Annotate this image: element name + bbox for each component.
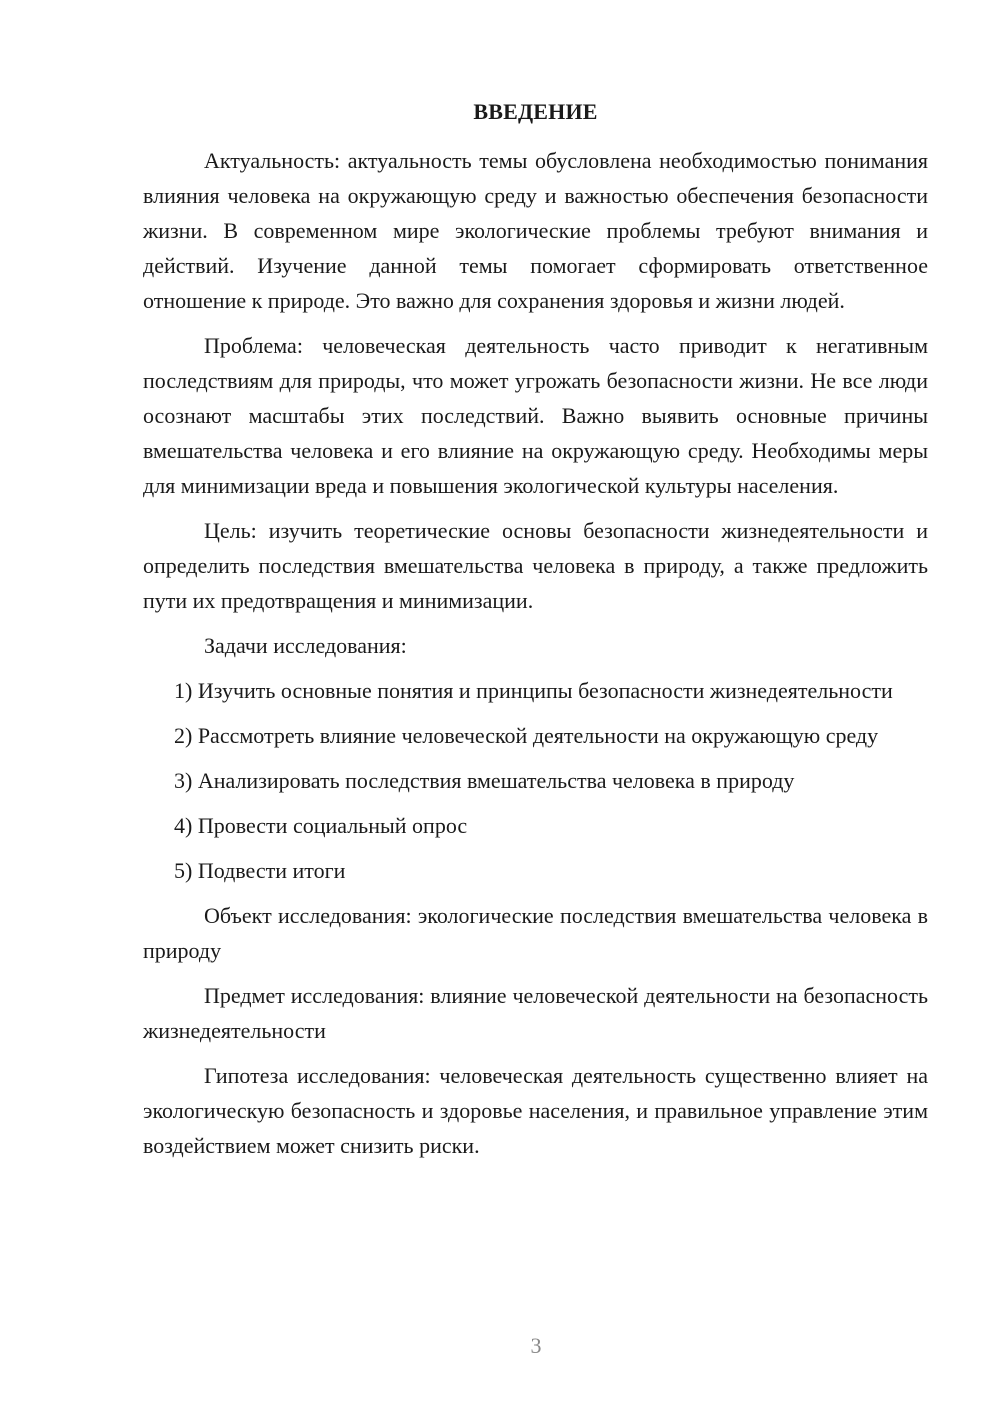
tasks-heading: Задачи исследования:	[204, 633, 407, 658]
document-page	[143, 94, 928, 1173]
goal-paragraph: Цель: изучить теоретические основы безопасности жизнедеятельности и определить последствия вмешательства человека в природу, а также предложить пути их предотвращения и минимизации.	[143, 518, 928, 613]
relevance-paragraph: Актуальность: актуальность темы обусловлена необходимостью понимания влияния человека на окружающую среду и важностью обеспечения безопасности жизни. В современном мире экологические проблемы требуют внимания и действий. Изучение данной темы помогает сформировать ответственное отношение к природе. Это важно для сохранения здоровья и жизни людей.	[143, 148, 928, 313]
object-paragraph: Объект исследования: экологические последствия вмешательства человека в природу	[143, 903, 928, 963]
page-number: 3	[530, 1333, 542, 1358]
subject-paragraph: Предмет исследования: влияние человеческой деятельности на безопасность жизнедеятельности	[143, 983, 928, 1043]
task-item: 1) Изучить основные понятия и принципы безопасности жизнедеятельности	[174, 678, 893, 703]
task-item: 2) Рассмотреть влияние человеческой деятельности на окружающую среду	[174, 723, 879, 748]
hypothesis-paragraph: Гипотеза исследования: человеческая деятельность существенно влияет на экологическую безопасность и здоровье населения, и правильное управление этим воздействием может снизить риски.	[143, 1063, 928, 1158]
task-item: 4) Провести социальный опрос	[174, 813, 468, 838]
section-title: ВВЕДЕНИЕ	[473, 99, 598, 124]
task-item: 3) Анализировать последствия вмешательства человека в природу	[174, 768, 795, 793]
task-item: 5) Подвести итоги	[174, 858, 346, 883]
problem-paragraph: Проблема: человеческая деятельность часто приводит к негативным последствиям для природы, что может угрожать безопасности жизни. Не все люди осознают масштабы этих последствий. Важно выявить основные причины вмешательства человека и его влияние на окружающую среду. Необходимы меры для минимизации вреда и повышения экологической культуры населения.	[143, 333, 928, 498]
